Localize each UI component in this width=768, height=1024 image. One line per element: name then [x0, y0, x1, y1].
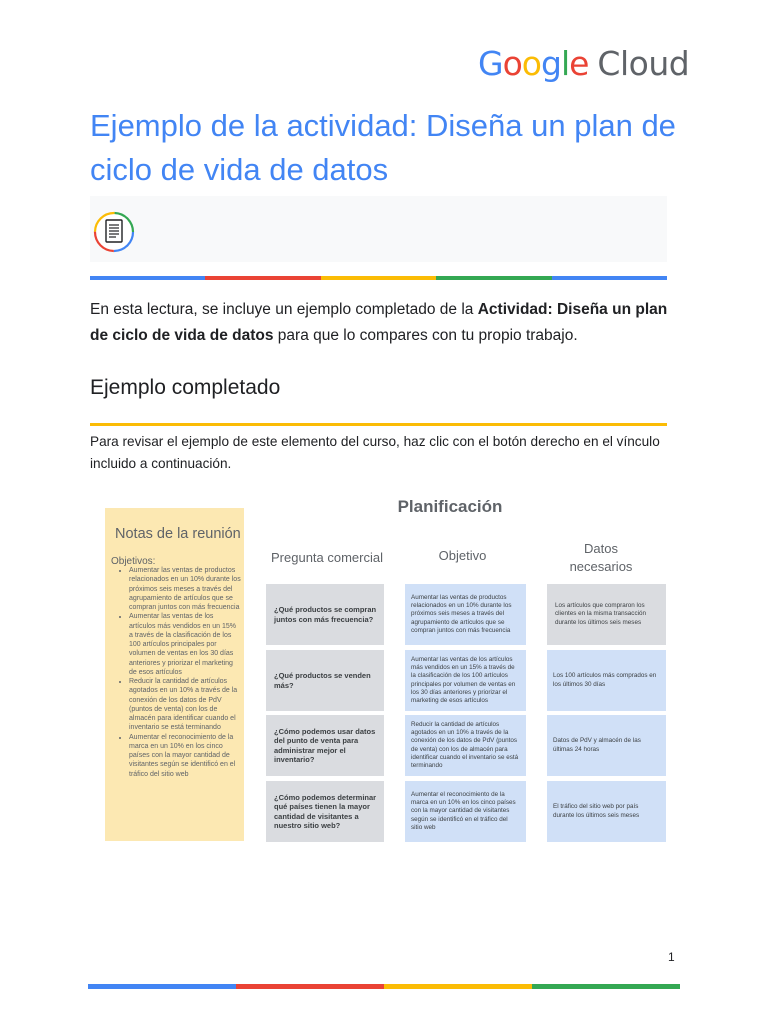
meeting-notes-title: Notas de la reunión	[115, 526, 241, 542]
intro-activity-name: Actividad: Diseña un plan de ciclo de vida de datos	[90, 301, 668, 344]
objective-item: • Aumentar las ventas de productos relacionados en un 10% durante los próximos seis meses a través del agrupamiento de artículos que se compran juntos con más frecuencia	[129, 566, 241, 612]
column-header-question: Pregunta comercial	[271, 550, 383, 565]
objective-item: • Aumentar el reconocimiento de la marca en un 10% en los cinco países con la mayor cantidad de visitantes según se identificó en el tráfico del sitio web	[129, 733, 241, 779]
planning-title: Planificación	[397, 497, 503, 516]
logo-letter: G	[478, 44, 503, 83]
question-cell: ¿Cómo podemos determinar qué países tienen la mayor cantidad de visitantes a nuestro sitio web?	[266, 781, 384, 842]
question-cell: ¿Qué productos se compran juntos con más frecuencia?	[266, 584, 384, 645]
question-cell: ¿Cómo podemos usar datos del punto de venta para administrar mejor el inventario?	[266, 715, 384, 776]
data-cell: Los artículos que compraron los clientes en la misma transacción durante los últimos seis meses	[547, 584, 666, 645]
question-cell: ¿Qué productos se venden más?	[266, 650, 384, 711]
document-icon	[92, 210, 136, 254]
logo-cloud-word: Cloud	[597, 44, 690, 83]
logo-letter: l	[560, 44, 570, 83]
objective-cell: Aumentar el reconocimiento de la marca en un 10% en los cinco países con la mayor cantidad de visitantes según se identificó en el tráfico del sitio web	[405, 781, 526, 842]
column-header-objective: Objetivo	[438, 548, 487, 563]
data-cell: Datos de PdV y almacén de las últimas 24 horas	[547, 715, 666, 776]
intro-text-end: para que lo compares con tu propio trabajo.	[273, 327, 578, 344]
logo-letter: g	[540, 44, 561, 83]
intro-text: En esta lectura, se incluye un ejemplo completado de la	[90, 301, 478, 318]
section-heading: Ejemplo completado	[90, 376, 281, 399]
logo-letter: o	[521, 44, 541, 83]
intro-paragraph	[90, 297, 680, 349]
objective-cell: Reducir la cantidad de artículos agotados en un 10% a través de la conexión de los datos de PdV (puntos de venta) con los de almacén para identificar cuando el inventario se está terminando	[405, 715, 526, 776]
objective-cell: Aumentar las ventas de productos relacionados en un 10% durante los próximos seis meses a través del agrupamiento de artículos que se compran juntos con más frecuencia	[405, 584, 526, 645]
google-cloud-logo	[478, 44, 690, 88]
page-number: 1	[668, 950, 675, 964]
page-title: Ejemplo de la actividad: Diseña un plan de ciclo de vida de datos	[90, 108, 676, 187]
data-cell: Los 100 artículos más comprados en los últimos 30 días	[547, 650, 666, 711]
logo-letter: e	[569, 44, 589, 83]
logo-letter: o	[502, 44, 522, 83]
objective-item: • Reducir la cantidad de artículos agotados en un 10% a través de la conexión de los datos de PdV (puntos de venta) con los de almacén para identificar cuando el inventario se está terminando	[129, 677, 241, 733]
header-color-bar	[90, 276, 667, 280]
objectives-label: Objetivos:	[111, 556, 156, 567]
icon-band	[90, 196, 667, 262]
column-header-data: Datos necesarios	[569, 541, 633, 574]
meeting-notes-panel	[105, 508, 244, 841]
objectives-list	[105, 566, 241, 779]
objective-cell: Aumentar las ventas de los artículos más vendidos en un 15% a través de la clasificación de los 100 artículos principales por volumen de ventas en los 30 días anteriores y priorizar el marketing de esos artículos	[405, 650, 526, 711]
footer-color-bar	[88, 984, 680, 989]
section-divider	[90, 423, 667, 426]
instructions-paragraph: Para revisar el ejemplo de este elemento del curso, haz clic con el botón derecho en el vínculo incluido a continuación.	[90, 434, 660, 471]
objective-item: • Aumentar las ventas de los artículos más vendidos en un 15% a través de la clasificación de los 100 artículos principales por volumen de ventas en los 30 días anteriores y priorizar el marketing de esos artículos	[129, 612, 241, 677]
data-cell: El tráfico del sitio web por país durante los últimos seis meses	[547, 781, 666, 842]
